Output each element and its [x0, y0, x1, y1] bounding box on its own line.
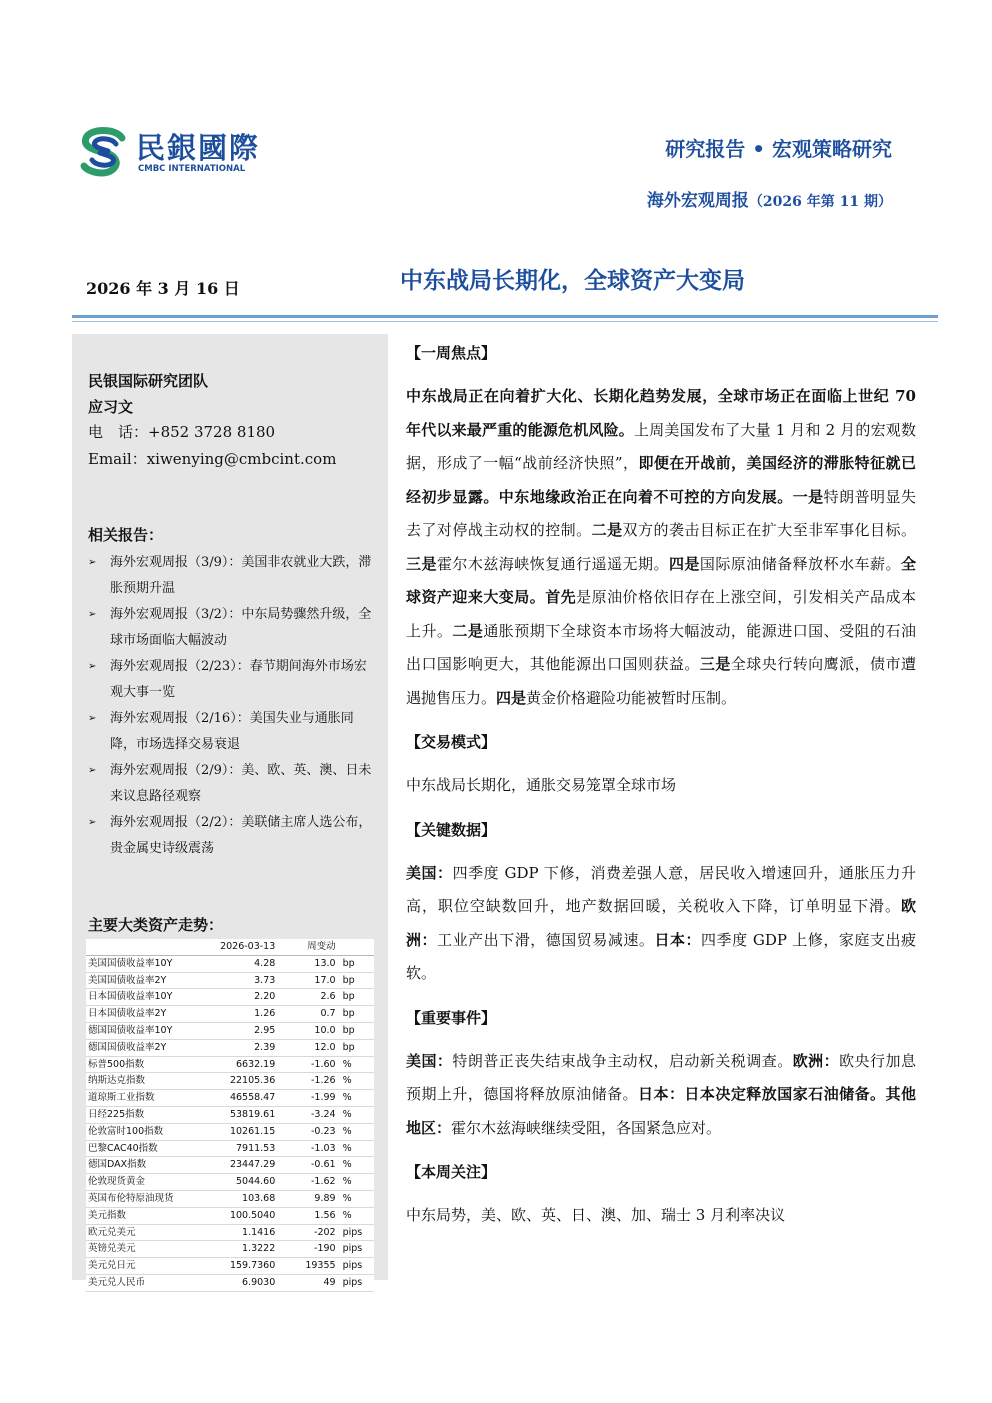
asset-value-cell: 3.73: [207, 972, 278, 989]
body-text: 国际原油储备释放杯水车薪。: [699, 554, 901, 573]
report-date: 2026 年 3 月 16 日: [86, 279, 240, 298]
emphasis-text: 欧洲：: [792, 1051, 840, 1070]
related-report-item[interactable]: [88, 706, 378, 758]
asset-table-body: [86, 955, 374, 1291]
asset-change-cell: 0.7: [277, 1006, 337, 1023]
asset-value-cell: 103.68: [207, 1190, 278, 1207]
related-reports-heading: 相关报告：: [88, 526, 164, 544]
asset-unit-cell: %: [338, 1140, 374, 1157]
asset-trends-heading: 主要大类资产走势：: [88, 916, 224, 934]
asset-table-row: [86, 1090, 374, 1107]
related-report-text: 海外宏观周报（3/9）：美国非农就业大跌，滞胀预期升温: [110, 555, 372, 596]
asset-table-row: [86, 1056, 374, 1073]
body-text: 特朗普明显失去了对停战主动权的控制。: [406, 487, 916, 539]
asset-table-row: [86, 1274, 374, 1291]
asset-unit-cell: %: [338, 1073, 374, 1090]
asset-table-row: [86, 1157, 374, 1174]
body-text: 上周美国发布了大量 1 月和 2 月的宏观数据，形成了一幅“战前经济快照”，: [406, 420, 916, 472]
asset-value-cell: 5044.60: [207, 1174, 278, 1191]
asset-value-cell: 46558.47: [207, 1090, 278, 1107]
asset-change-cell: 19355: [277, 1258, 337, 1275]
events-paragraph: [406, 1045, 916, 1146]
body-text: 四季度 GDP 下修，消费差强人意，居民收入增速回升，通胀压力升高，职位空缺数回升，地产数据回暖，关税收入下降，订单明显下滑。: [406, 863, 916, 915]
asset-table-row: [86, 1106, 374, 1123]
analyst-name: 应习文: [88, 398, 134, 416]
section-heading-watch: 【本周关注】: [406, 1163, 497, 1181]
asset-unit-cell: pips: [338, 1274, 374, 1291]
asset-value-cell: 6632.19: [207, 1056, 278, 1073]
asset-unit-cell: bp: [338, 1039, 374, 1056]
emphasis-text: 三是: [699, 655, 731, 673]
asset-change-cell: 12.0: [277, 1039, 337, 1056]
col-header-asset: [86, 939, 207, 955]
asset-change-cell: -1.26: [277, 1073, 337, 1090]
asset-table-row: [86, 1190, 374, 1207]
emphasis-text: 三是: [406, 554, 437, 573]
arrow-bullet-icon: ➢: [88, 817, 97, 828]
asset-name-cell: 英国布伦特原油现货: [86, 1190, 207, 1207]
body-text: 霍尔木兹海峡恢复通行遥遥无期。: [436, 554, 669, 573]
report-series: [647, 186, 892, 211]
arrow-bullet-icon: ➢: [88, 609, 97, 620]
asset-change-cell: 2.6: [277, 989, 337, 1006]
asset-value-cell: 1.26: [207, 1006, 278, 1023]
asset-change-cell: 49: [277, 1274, 337, 1291]
asset-value-cell: 159.7360: [207, 1258, 278, 1275]
related-report-item[interactable]: [88, 602, 378, 654]
asset-unit-cell: pips: [338, 1241, 374, 1258]
asset-table-row: [86, 955, 374, 972]
header-divider-thin: [72, 321, 938, 322]
asset-unit-cell: %: [338, 1190, 374, 1207]
col-header-unit: [338, 939, 374, 955]
asset-change-cell: 13.0: [277, 955, 337, 972]
asset-name-cell: 美元指数: [86, 1207, 207, 1224]
emphasis-text: 美国：: [406, 1051, 453, 1070]
asset-name-cell: 伦敦富时100指数: [86, 1123, 207, 1140]
related-report-item[interactable]: [88, 654, 378, 706]
asset-value-cell: 2.39: [207, 1039, 278, 1056]
asset-table: [86, 939, 374, 1292]
arrow-bullet-icon: ➢: [88, 765, 97, 776]
emphasis-text: 二是: [452, 621, 484, 640]
asset-value-cell: 22105.36: [207, 1073, 278, 1090]
key-data-paragraph: [406, 857, 916, 991]
asset-table-row: [86, 1258, 374, 1275]
asset-change-cell: 9.89: [277, 1190, 337, 1207]
watch-paragraph: 中东局势，美、欧、英、日、澳、加、瑞士 3 月利率决议: [406, 1206, 786, 1224]
emphasis-text: 美国：: [406, 863, 453, 882]
asset-name-cell: 美元兑人民币: [86, 1274, 207, 1291]
asset-value-cell: 2.95: [207, 1022, 278, 1039]
asset-change-cell: -0.23: [277, 1123, 337, 1140]
trading-paragraph: 中东战局长期化，通胀交易笼罩全球市场: [406, 776, 677, 794]
emphasis-text: 中东战局正在向着扩大化、长期化趋势发展，全球市场正在面临上世纪 70 年代以来最严重的能源危机风险。: [406, 387, 916, 439]
body-text: 四季度 GDP 上修，家庭支出疲软。: [406, 930, 916, 982]
asset-unit-cell: %: [338, 1123, 374, 1140]
asset-value-cell: 53819.61: [207, 1106, 278, 1123]
asset-unit-cell: bp: [338, 989, 374, 1006]
asset-table-row: [86, 1022, 374, 1039]
body-text: 特朗普正丧失结束战争主动权，启动新关税调查。: [452, 1051, 793, 1070]
col-header-change: 周变动: [277, 939, 337, 955]
asset-table-row: [86, 1006, 374, 1023]
asset-change-cell: 1.56: [277, 1207, 337, 1224]
asset-name-cell: 美元兑日元: [86, 1258, 207, 1275]
asset-table-row: [86, 1241, 374, 1258]
section-heading-events: 【重要事件】: [406, 1008, 497, 1027]
related-report-item[interactable]: [88, 550, 378, 602]
asset-name-cell: 纳斯达克指数: [86, 1073, 207, 1090]
col-header-date: 2026-03-13: [207, 939, 278, 955]
body-text: 欧央行加息预期上升，德国将释放原油储备。: [406, 1051, 916, 1103]
asset-unit-cell: pips: [338, 1224, 374, 1241]
asset-name-cell: 日本国债收益率10Y: [86, 989, 207, 1006]
body-text: 全球央行转向鹰派，债市遭遇抛售压力。: [406, 655, 916, 707]
report-type: 研究报告 • 宏观策略研究: [665, 137, 892, 161]
asset-table-row: [86, 1073, 374, 1090]
report-title: 中东战局长期化，全球资产大变局: [400, 267, 745, 294]
analyst-email[interactable]: Email：xiwenying@cmbcint.com: [88, 450, 337, 468]
asset-name-cell: 日本国债收益率2Y: [86, 1006, 207, 1023]
asset-name-cell: 英镑兑美元: [86, 1241, 207, 1258]
asset-unit-cell: bp: [338, 972, 374, 989]
body-text: 通胀预期下全球资本市场将大幅波动，能源进口国、受阻的石油出口国影响更大，其他能源出口国则获益。: [406, 621, 916, 673]
asset-change-cell: -1.62: [277, 1174, 337, 1191]
asset-unit-cell: %: [338, 1174, 374, 1191]
asset-value-cell: 2.20: [207, 989, 278, 1006]
asset-name-cell: 德国DAX指数: [86, 1157, 207, 1174]
focus-paragraph: [406, 380, 916, 715]
asset-change-cell: 10.0: [277, 1022, 337, 1039]
related-reports-list: [88, 550, 378, 862]
asset-change-cell: -202: [277, 1224, 337, 1241]
cmbc-logo-icon: [76, 124, 132, 180]
related-report-text: 海外宏观周报（3/2）：中东局势骤然升级，全球市场面临大幅波动: [110, 607, 372, 648]
asset-change-cell: -1.60: [277, 1056, 337, 1073]
asset-value-cell: 7911.53: [207, 1140, 278, 1157]
related-report-text: 海外宏观周报（2/9）：美、欧、英、澳、日未来议息路径观察: [110, 763, 372, 804]
asset-unit-cell: %: [338, 1157, 374, 1174]
emphasis-text: 即便在开战前，美国经济的滞胀特征就已经初步显露。中东地缘政治正在向着不可控的方向发展。一是: [406, 454, 916, 506]
asset-value-cell: 1.1416: [207, 1224, 278, 1241]
asset-change-cell: -1.03: [277, 1140, 337, 1157]
asset-value-cell: 1.3222: [207, 1241, 278, 1258]
series-issue: （2026 年第 11 期）: [748, 194, 892, 210]
asset-change-cell: -0.61: [277, 1157, 337, 1174]
asset-name-cell: 伦敦现货黄金: [86, 1174, 207, 1191]
asset-name-cell: 道琼斯工业指数: [86, 1090, 207, 1107]
asset-table-row: [86, 1123, 374, 1140]
asset-unit-cell: %: [338, 1056, 374, 1073]
asset-table-row: [86, 1174, 374, 1191]
related-report-item[interactable]: [88, 810, 378, 862]
asset-table-row: [86, 1207, 374, 1224]
asset-table-row: [86, 1224, 374, 1241]
asset-unit-cell: bp: [338, 1022, 374, 1039]
asset-unit-cell: bp: [338, 1006, 374, 1023]
analyst-phone: 电 话：+852 3728 8180: [88, 423, 276, 441]
logo-chinese-text: 民銀國際: [136, 131, 261, 165]
section-heading-key-data: 【关键数据】: [406, 820, 497, 839]
asset-name-cell: 德国国债收益率2Y: [86, 1039, 207, 1056]
asset-value-cell: 10261.15: [207, 1123, 278, 1140]
related-report-text: 海外宏观周报（2/16）：美国失业与通胀同降，市场选择交易衰退: [110, 711, 354, 752]
asset-name-cell: 巴黎CAC40指数: [86, 1140, 207, 1157]
asset-value-cell: 23447.29: [207, 1157, 278, 1174]
asset-table-row: [86, 989, 374, 1006]
asset-table-row: [86, 1140, 374, 1157]
arrow-bullet-icon: ➢: [88, 661, 97, 672]
emphasis-text: 日本：: [654, 930, 702, 949]
related-report-text: 海外宏观周报（2/23）：春节期间海外市场宏观大事一览: [110, 659, 367, 700]
body-text: 双方的袭击目标正在扩大至非军事化目标。: [622, 521, 916, 539]
emphasis-text: 日本：日本决定释放国家石油储备。其他地区：: [406, 1085, 916, 1137]
asset-change-cell: -3.24: [277, 1106, 337, 1123]
related-report-item[interactable]: [88, 758, 378, 810]
arrow-bullet-icon: ➢: [88, 713, 97, 724]
body-text: 霍尔木兹海峡继续受阻，各国紧急应对。: [451, 1118, 722, 1137]
asset-unit-cell: %: [338, 1106, 374, 1123]
emphasis-text: 欧洲：: [406, 897, 916, 949]
section-heading-trading: 【交易模式】: [406, 733, 497, 751]
asset-name-cell: 日经225指数: [86, 1106, 207, 1123]
asset-name-cell: 欧元兑美元: [86, 1224, 207, 1241]
asset-name-cell: 德国国债收益率10Y: [86, 1022, 207, 1039]
body-text: 是原油价格依旧存在上涨空间，引发相关产品成本上升。: [406, 588, 916, 640]
asset-table-row: [86, 972, 374, 989]
asset-value-cell: 100.5040: [207, 1207, 278, 1224]
asset-change-cell: 17.0: [277, 972, 337, 989]
emphasis-text: 二是: [591, 521, 623, 539]
header-divider: [72, 315, 938, 318]
brand-logo: [76, 124, 291, 180]
asset-name-cell: 美国国债收益率10Y: [86, 955, 207, 972]
asset-unit-cell: %: [338, 1207, 374, 1224]
asset-unit-cell: bp: [338, 955, 374, 972]
asset-unit-cell: %: [338, 1090, 374, 1107]
emphasis-text: 全球资产迎来大变局。首先: [406, 554, 916, 606]
asset-value-cell: 4.28: [207, 955, 278, 972]
related-report-text: 海外宏观周报（2/2）：美联储主席人选公布，贵金属史诗级震荡: [110, 815, 372, 856]
asset-table-header: [86, 939, 374, 955]
emphasis-text: 四是: [496, 688, 527, 707]
asset-table-row: [86, 1039, 374, 1056]
body-text: 工业产出下滑，德国贸易减速。: [437, 930, 655, 949]
team-name: 民银国际研究团队: [88, 372, 209, 390]
asset-name-cell: 标普500指数: [86, 1056, 207, 1073]
arrow-bullet-icon: ➢: [88, 557, 97, 568]
asset-name-cell: 美国国债收益率2Y: [86, 972, 207, 989]
emphasis-text: 四是: [668, 554, 700, 573]
asset-change-cell: -190: [277, 1241, 337, 1258]
series-name: 海外宏观周报: [646, 191, 749, 211]
asset-change-cell: -1.99: [277, 1090, 337, 1107]
main-content: [406, 340, 916, 1233]
body-text: 黄金价格避险功能被暂时压制。: [526, 688, 737, 707]
asset-value-cell: 6.9030: [207, 1274, 278, 1291]
logo-english-text: CMBC INTERNATIONAL: [138, 164, 246, 174]
section-heading-focus: 【一周焦点】: [406, 344, 497, 362]
asset-unit-cell: pips: [338, 1258, 374, 1275]
